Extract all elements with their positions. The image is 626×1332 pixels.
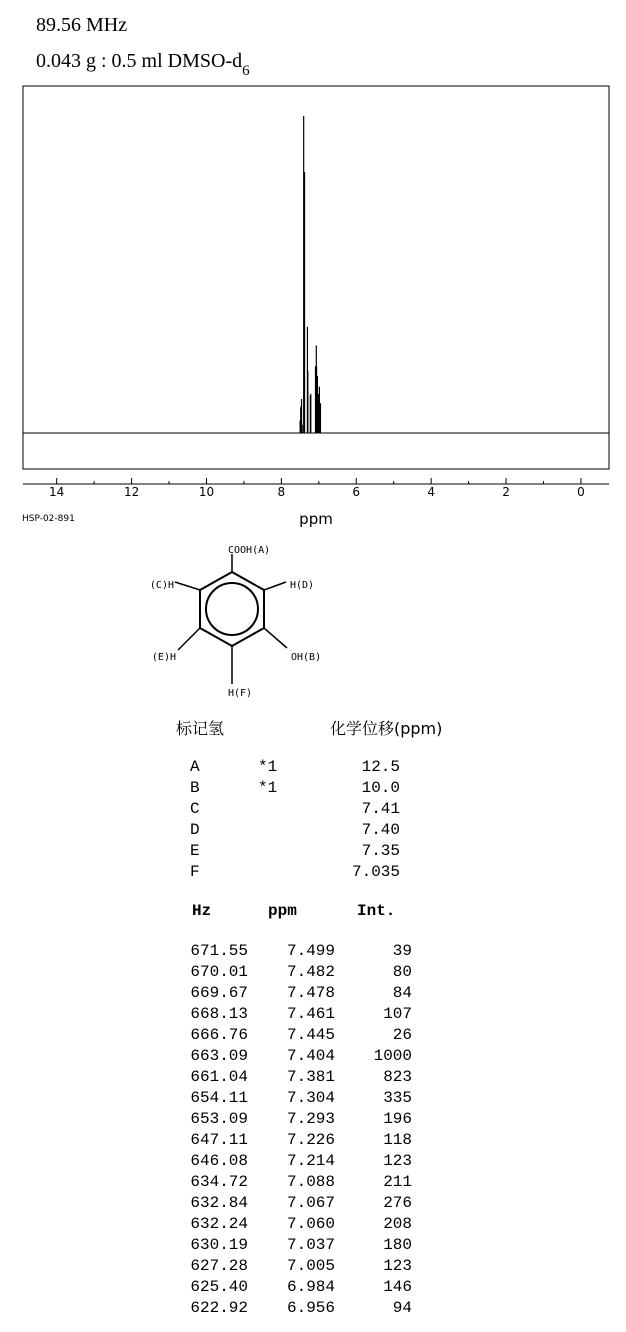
- peak-ppm: 7.037: [286, 1236, 335, 1254]
- bond-h-e: [178, 628, 200, 650]
- label-h-f: H(F): [228, 688, 253, 699]
- peak-ppm: 7.293: [286, 1110, 335, 1128]
- peak-ppm: 6.984: [286, 1278, 335, 1296]
- assignment-shift: 7.40: [361, 821, 400, 839]
- peak-ppm: 7.005: [286, 1257, 335, 1275]
- assignment-label: B: [190, 779, 200, 797]
- assignment-label: F: [190, 863, 200, 881]
- peak-row: [180, 984, 420, 1005]
- x-axis-label: ppm: [299, 510, 333, 528]
- peak-intensity: 94: [392, 1299, 412, 1317]
- assignment-header-label: 标记氢: [176, 719, 225, 738]
- peak-row: [180, 1278, 420, 1299]
- nmr-spectrum-chart: [0, 0, 626, 540]
- spectrum-trace-group: [23, 116, 609, 433]
- assignment-shift: 12.5: [361, 758, 400, 776]
- assignment-row: [190, 863, 420, 884]
- peak-hz: 671.55: [190, 942, 248, 960]
- peak-hz: 668.13: [190, 1005, 248, 1023]
- assignment-shift: 7.41: [361, 800, 400, 818]
- peak-intensity: 335: [383, 1089, 412, 1107]
- assignment-label: D: [190, 821, 200, 839]
- sample-subscript: 6: [242, 63, 250, 79]
- peak-ppm: 7.088: [286, 1173, 335, 1191]
- peak-intensity: 1000: [373, 1047, 412, 1065]
- label-h-c: (C)H: [149, 580, 174, 591]
- x-tick-label: 6: [352, 485, 361, 499]
- col-header-int: Int.: [357, 902, 396, 920]
- peak-hz: 625.40: [190, 1278, 248, 1296]
- peak-hz: 653.09: [190, 1110, 248, 1128]
- assignment-label: A: [190, 758, 200, 776]
- peak-row: [180, 1131, 420, 1152]
- peak-ppm: 7.499: [286, 942, 335, 960]
- peak-row: [180, 1215, 420, 1236]
- peak-row: [180, 1152, 420, 1173]
- label-h-d: H(D): [290, 580, 315, 591]
- peak-ppm: 7.445: [286, 1026, 335, 1044]
- peak-row: [180, 1110, 420, 1131]
- peak-row: [180, 1047, 420, 1068]
- peak-hz: 661.04: [190, 1068, 248, 1086]
- peak-row: [180, 1068, 420, 1089]
- peak-hz: 634.72: [190, 1173, 248, 1191]
- x-tick-label: 2: [502, 485, 510, 499]
- assignment-row: [190, 758, 420, 779]
- peak-intensity: 123: [383, 1257, 412, 1275]
- peak-ppm: 7.226: [286, 1131, 335, 1149]
- peak-ppm: 7.381: [286, 1068, 335, 1086]
- peak-intensity: 276: [383, 1194, 412, 1212]
- peak-hz: 647.11: [190, 1131, 248, 1149]
- spectrum-code: HSP-02-891: [22, 514, 75, 524]
- assignment-row: [190, 842, 420, 863]
- peak-hz: 632.24: [190, 1215, 248, 1233]
- assignment-note: *1: [258, 779, 278, 797]
- peak-row: [180, 963, 420, 984]
- peak-hz: 670.01: [190, 963, 248, 981]
- peak-intensity: 823: [383, 1068, 412, 1086]
- peak-row: [180, 1026, 420, 1047]
- peak-intensity: 123: [383, 1152, 412, 1170]
- peak-intensity: 146: [383, 1278, 412, 1296]
- bond-oh-b: [264, 628, 287, 648]
- peak-ppm: 7.060: [286, 1215, 335, 1233]
- peak-row: [180, 1005, 420, 1026]
- x-axis-ticks: [49, 478, 585, 499]
- peak-ppm: 7.067: [286, 1194, 335, 1212]
- peak-hz: 646.08: [190, 1152, 248, 1170]
- peak-row: [180, 1194, 420, 1215]
- peak-row: [180, 942, 420, 963]
- peak-intensity: 107: [383, 1005, 412, 1023]
- peak-ppm: 7.304: [286, 1089, 335, 1107]
- molecule-structure: [120, 538, 360, 703]
- assignment-label: E: [190, 842, 200, 860]
- peak-intensity: 39: [392, 942, 412, 960]
- x-tick-label: 0: [577, 485, 585, 499]
- peak-hz: 632.84: [190, 1194, 248, 1212]
- peak-ppm: 6.956: [286, 1299, 335, 1317]
- assignment-note: *1: [258, 758, 278, 776]
- assignment-row: [190, 779, 420, 800]
- x-tick-label: 8: [277, 485, 286, 499]
- peak-row: [180, 1299, 420, 1320]
- x-tick-label: 12: [123, 485, 140, 499]
- peak-hz: 627.28: [190, 1257, 248, 1275]
- assignment-row: [190, 800, 420, 821]
- peak-table-header: [180, 902, 420, 924]
- peak-intensity: 196: [383, 1110, 412, 1128]
- peak-intensity: 26: [392, 1026, 412, 1044]
- col-header-ppm: ppm: [268, 902, 297, 920]
- assignment-label: C: [190, 800, 200, 818]
- spectrometer-frequency: 89.56 MHz: [36, 14, 128, 36]
- peak-hz: 666.76: [190, 1026, 248, 1044]
- peak-ppm: 7.404: [286, 1047, 335, 1065]
- peak-hz: 622.92: [190, 1299, 248, 1317]
- peak-ppm: 7.478: [286, 984, 335, 1002]
- peak-hz: 654.11: [190, 1089, 248, 1107]
- col-header-hz: Hz: [192, 902, 212, 920]
- bond-h-c: [175, 582, 200, 590]
- peak-hz: 630.19: [190, 1236, 248, 1254]
- peak-intensity: 80: [392, 963, 412, 981]
- peak-row: [180, 1257, 420, 1278]
- peak-ppm: 7.482: [286, 963, 335, 981]
- aromatic-circle: [206, 583, 258, 635]
- sample-text: 0.043 g : 0.5 ml DMSO-d: [36, 50, 243, 72]
- x-tick-label: 4: [427, 485, 435, 499]
- label-oh-b: OH(B): [291, 652, 322, 663]
- peak-intensity: 118: [383, 1131, 412, 1149]
- peak-intensity: 180: [383, 1236, 412, 1254]
- peak-intensity: 211: [383, 1173, 412, 1191]
- peak-row: [180, 1173, 420, 1194]
- assignment-row: [190, 821, 420, 842]
- peak-hz: 663.09: [190, 1047, 248, 1065]
- assignment-shift: 10.0: [361, 779, 400, 797]
- peak-intensity: 84: [392, 984, 412, 1002]
- label-cooh-a: COOH(A): [228, 545, 271, 556]
- assignment-header-shift: 化学位移(ppm): [330, 719, 443, 738]
- peak-ppm: 7.461: [286, 1005, 335, 1023]
- peak-hz: 669.67: [190, 984, 248, 1002]
- assignment-shift: 7.35: [361, 842, 400, 860]
- peak-intensity: 208: [383, 1215, 412, 1233]
- x-tick-label: 10: [198, 485, 215, 499]
- bond-h-d: [264, 582, 286, 590]
- peak-row: [180, 1236, 420, 1257]
- peak-ppm: 7.214: [286, 1152, 335, 1170]
- assignment-shift: 7.035: [351, 863, 400, 881]
- label-h-e: (E)H: [151, 652, 176, 663]
- x-tick-label: 14: [49, 485, 65, 499]
- peak-row: [180, 1089, 420, 1110]
